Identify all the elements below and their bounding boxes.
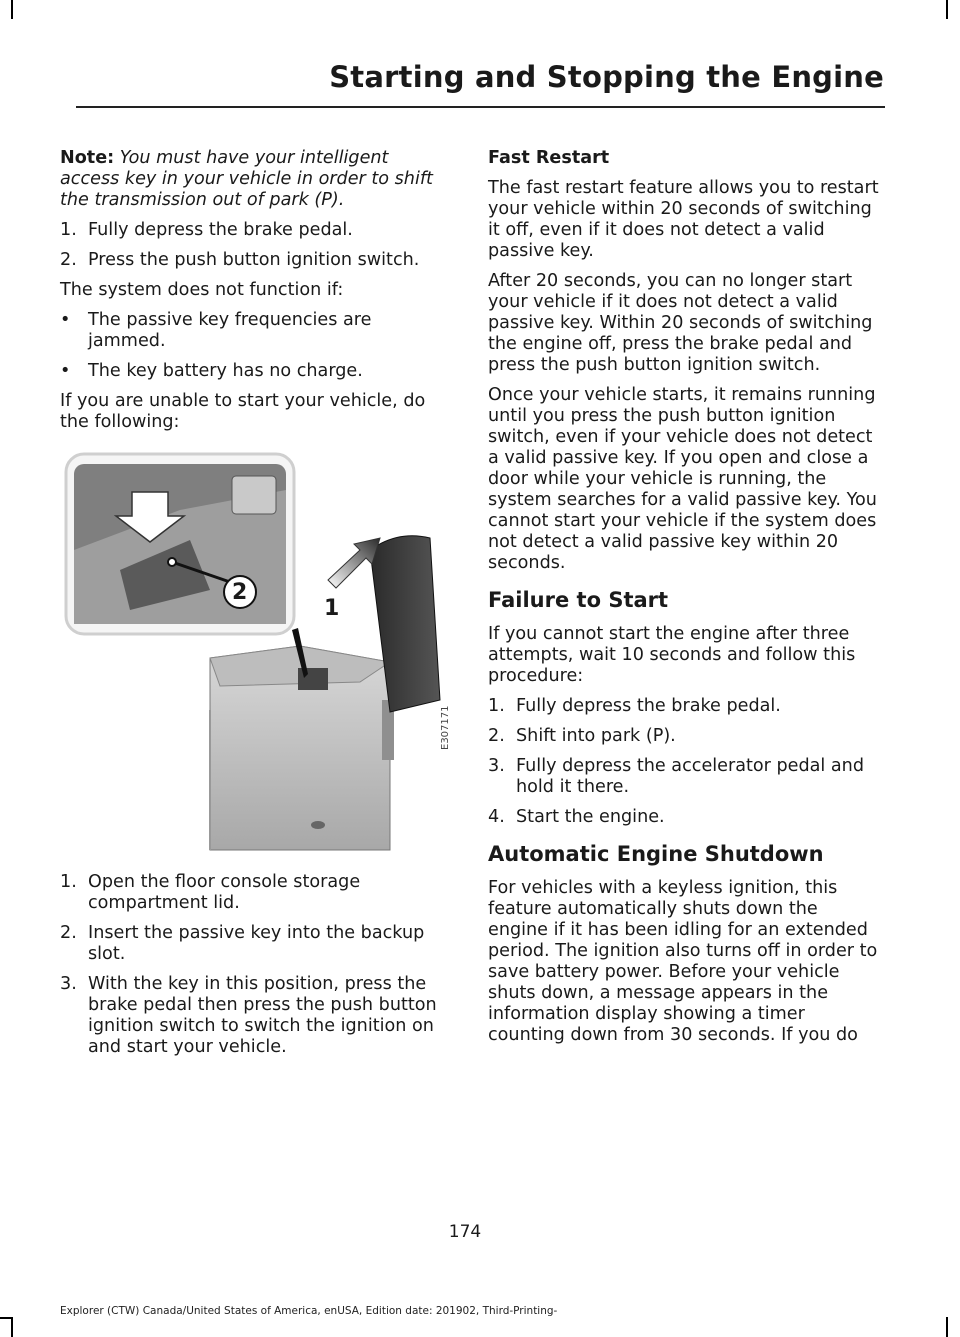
left-column-lower bbox=[60, 872, 450, 1067]
crop-mark-top-right bbox=[946, 0, 948, 19]
callout-1: 1 bbox=[324, 596, 340, 621]
step-number: 2. bbox=[60, 250, 77, 270]
failure-heading: Failure to Start bbox=[488, 588, 669, 612]
step-text: Fully depress the brake pedal. bbox=[88, 220, 353, 240]
right-column bbox=[488, 148, 880, 1055]
step-text: Shift into park (P). bbox=[516, 726, 676, 746]
figure-code: E307171 bbox=[440, 705, 451, 750]
list-item bbox=[60, 310, 450, 352]
list-item bbox=[60, 974, 450, 1058]
crop-mark-bottom-left bbox=[11, 1317, 13, 1337]
step-text: Press the push button ignition switch. bbox=[88, 250, 420, 270]
bullet-dot: • bbox=[60, 361, 71, 381]
arrow-up-icon bbox=[328, 538, 380, 588]
step-text: With the key in this position, press the brake pedal then press the push button ignition switch to switch the ignition on and start your vehicle. bbox=[88, 974, 437, 1057]
system-text: The system does not function if: bbox=[60, 280, 344, 300]
bullet-text: The key battery has no charge. bbox=[88, 361, 363, 381]
bullet-dot: • bbox=[60, 310, 71, 330]
list-item bbox=[488, 696, 880, 717]
list-item bbox=[60, 220, 450, 241]
console-vent bbox=[311, 821, 325, 829]
bullet-text: The passive key frequencies are jammed. bbox=[88, 310, 372, 351]
callout-2: 2 bbox=[232, 580, 248, 605]
list-item bbox=[60, 250, 450, 271]
note-label: Note: bbox=[60, 148, 115, 168]
list-item bbox=[488, 807, 880, 828]
step-text: Start the engine. bbox=[516, 807, 665, 827]
step-number: 3. bbox=[60, 974, 77, 994]
step-text: Open the floor console storage compartment lid. bbox=[88, 872, 361, 913]
shutdown-heading: Automatic Engine Shutdown bbox=[488, 842, 824, 866]
left-column bbox=[60, 148, 450, 442]
inset-button bbox=[232, 476, 276, 514]
list-item bbox=[60, 361, 450, 382]
list-item bbox=[60, 923, 450, 965]
header-divider bbox=[76, 106, 885, 108]
step-text: Fully depress the brake pedal. bbox=[516, 696, 781, 716]
fast-restart-p1: The fast restart feature allows you to restart your vehicle within 20 seconds of switching it off, even if it does not detect a valid passive key. bbox=[488, 178, 879, 261]
step-text: Fully depress the accelerator pedal and hold it there. bbox=[516, 756, 865, 797]
console-illustration bbox=[60, 450, 452, 858]
footer-text: Explorer (CTW) Canada/United States of America, enUSA, Edition date: 201902, Third-Printing- bbox=[60, 1305, 558, 1317]
step-number: 4. bbox=[488, 807, 505, 827]
crop-mark-bottom-left-h bbox=[0, 1317, 13, 1319]
step-number: 1. bbox=[488, 696, 505, 716]
fast-restart-heading: Fast Restart bbox=[488, 148, 610, 168]
list-item bbox=[60, 872, 450, 914]
list-item bbox=[488, 756, 880, 798]
step-number: 1. bbox=[60, 220, 77, 240]
fast-restart-p2: After 20 seconds, you can no longer start your vehicle if it does not detect a valid passive key. Within 20 seconds of switching the engine off, press the brake pedal and press the push button ignition switch. bbox=[488, 271, 873, 375]
console-drawing bbox=[60, 450, 452, 858]
page-number: 174 bbox=[448, 1222, 482, 1242]
list-item bbox=[488, 726, 880, 747]
step-number: 2. bbox=[488, 726, 505, 746]
step-number: 1. bbox=[60, 872, 77, 892]
note bbox=[60, 148, 450, 211]
note-text: You must have your intelligent access key in your vehicle in order to shift the transmission out of park (P). bbox=[60, 148, 433, 210]
step-number: 2. bbox=[60, 923, 77, 943]
unable-text: If you are unable to start your vehicle, do the following: bbox=[60, 391, 426, 432]
failure-intro: If you cannot start the engine after three attempts, wait 10 seconds and follow this procedure: bbox=[488, 624, 856, 686]
page-title: Starting and Stopping the Engine bbox=[329, 60, 884, 94]
crop-mark-top-left bbox=[11, 0, 13, 19]
shutdown-p1: For vehicles with a keyless ignition, this feature automatically shuts down the engine if it has been idling for an extended period. The ignition also turns off in order to save battery power. Before your vehicle shuts down, a message appears in the information display showing a timer counting down from 30 seconds. If you do bbox=[488, 878, 878, 1045]
step-number: 3. bbox=[488, 756, 505, 776]
step-text: Insert the passive key into the backup slot. bbox=[88, 923, 425, 964]
fast-restart-p3: Once your vehicle starts, it remains running until you press the push button ignition switch, even if your vehicle does not detect a valid passive key. If you open and close a door while your vehicle is running, the system searches for a valid passive key. You cannot start your vehicle if the system does not detect a valid passive key within 20 seconds. bbox=[488, 385, 877, 573]
crop-mark-bottom-right bbox=[946, 1317, 948, 1337]
